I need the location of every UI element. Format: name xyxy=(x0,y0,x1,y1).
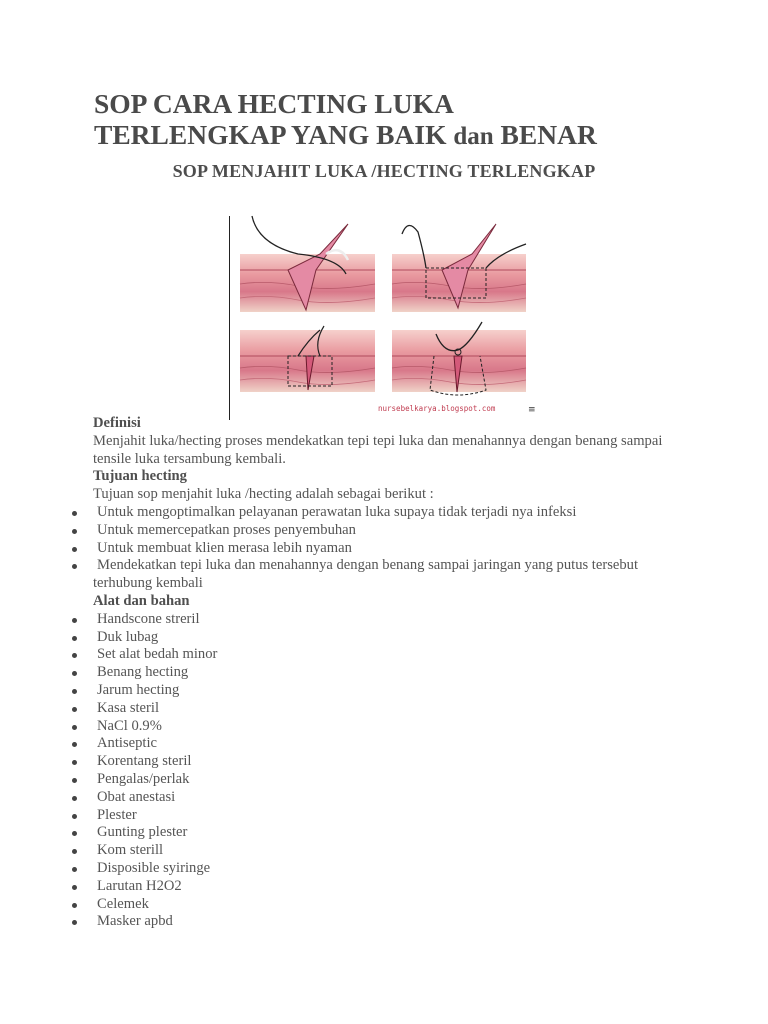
bullet-icon xyxy=(72,814,77,819)
tujuan-intro: Tujuan sop menjahit luka /hecting adalah sebagai berikut : xyxy=(93,486,434,503)
alat-list xyxy=(0,611,768,931)
list-item: Larutan H2O2 xyxy=(0,878,682,896)
panel-step-1 xyxy=(240,216,375,312)
bullet-icon xyxy=(72,511,77,516)
document-body xyxy=(0,415,768,931)
list-item: Plester xyxy=(0,807,682,825)
bullet-icon xyxy=(72,867,77,872)
list-item: Untuk membuat klien merasa lebih nyaman xyxy=(0,540,682,558)
bullet-icon xyxy=(72,529,77,534)
bullet-icon xyxy=(72,707,77,712)
alat-heading: Alat dan bahan xyxy=(93,592,190,609)
tujuan-list xyxy=(0,504,768,593)
definisi-text: Menjahit luka/hecting proses mendekatkan tepi tepi luka dan menahannya dengan benang sampai tensile luka tersambung kembali. xyxy=(93,432,663,467)
bullet-icon xyxy=(72,760,77,765)
suturing-steps-drawing xyxy=(228,214,542,420)
bullet-icon xyxy=(72,725,77,730)
list-item: Untuk memercepatkan proses penyembuhan xyxy=(0,522,682,540)
panel-step-4 xyxy=(392,322,526,395)
bullet-icon xyxy=(72,920,77,925)
list-item: Untuk mengoptimalkan pelayanan perawatan luka supaya tidak terjadi nya infeksi xyxy=(0,504,682,522)
bullet-icon xyxy=(72,849,77,854)
document-subtitle: SOP MENJAHIT LUKA /HECTING TERLENGKAP xyxy=(172,161,596,181)
title-line-2-end: BENAR xyxy=(493,119,597,150)
document-title xyxy=(94,88,597,152)
list-item: Benang hecting xyxy=(0,664,682,682)
list-item: Mendekatkan tepi luka dan menahannya dengan benang sampai jaringan yang putus tersebut terhubung kembali xyxy=(0,557,678,593)
bullet-icon xyxy=(72,636,77,641)
list-item: Jarum hecting xyxy=(0,682,682,700)
list-item: Handscone streril xyxy=(0,611,682,629)
tujuan-heading: Tujuan hecting xyxy=(93,468,187,485)
list-item: Kom sterill xyxy=(0,842,682,860)
list-item: Set alat bedah minor xyxy=(0,646,682,664)
figure-border-line xyxy=(229,216,230,420)
bullet-icon xyxy=(72,903,77,908)
list-item: Disposible syiringe xyxy=(0,860,682,878)
list-item: Antiseptic xyxy=(0,735,682,753)
bullet-icon xyxy=(72,671,77,676)
bullet-icon xyxy=(72,653,77,658)
watermark-icon: ≡ xyxy=(528,405,536,415)
list-item: Korentang steril xyxy=(0,753,682,771)
bullet-icon xyxy=(72,618,77,623)
list-item: Obat anestasi xyxy=(0,789,682,807)
bullet-icon xyxy=(72,547,77,552)
title-line-1: SOP CARA HECTING LUKA xyxy=(94,88,454,119)
list-item: Masker apbd xyxy=(0,913,682,931)
title-line-2-small: dan xyxy=(453,123,494,150)
bullet-icon xyxy=(72,885,77,890)
panel-step-2 xyxy=(392,224,526,312)
list-item: NaCl 0.9% xyxy=(0,718,682,736)
panel-step-3 xyxy=(240,326,375,392)
list-item: Gunting plester xyxy=(0,824,682,842)
list-item: Kasa steril xyxy=(0,700,682,718)
figure-caption: nursebelkarya.blogspot.com xyxy=(378,404,496,413)
list-item: Celemek xyxy=(0,896,682,914)
bullet-icon xyxy=(72,689,77,694)
bullet-icon xyxy=(72,778,77,783)
suturing-illustration xyxy=(228,214,542,420)
bullet-icon xyxy=(72,742,77,747)
definisi-heading: Definisi xyxy=(93,415,141,431)
bullet-icon xyxy=(72,796,77,801)
list-item: Pengalas/perlak xyxy=(0,771,682,789)
title-line-2-main: TERLENGKAP YANG BAIK xyxy=(94,119,454,150)
bullet-icon xyxy=(72,831,77,836)
list-item: Duk lubag xyxy=(0,629,682,647)
bullet-icon xyxy=(72,564,77,569)
